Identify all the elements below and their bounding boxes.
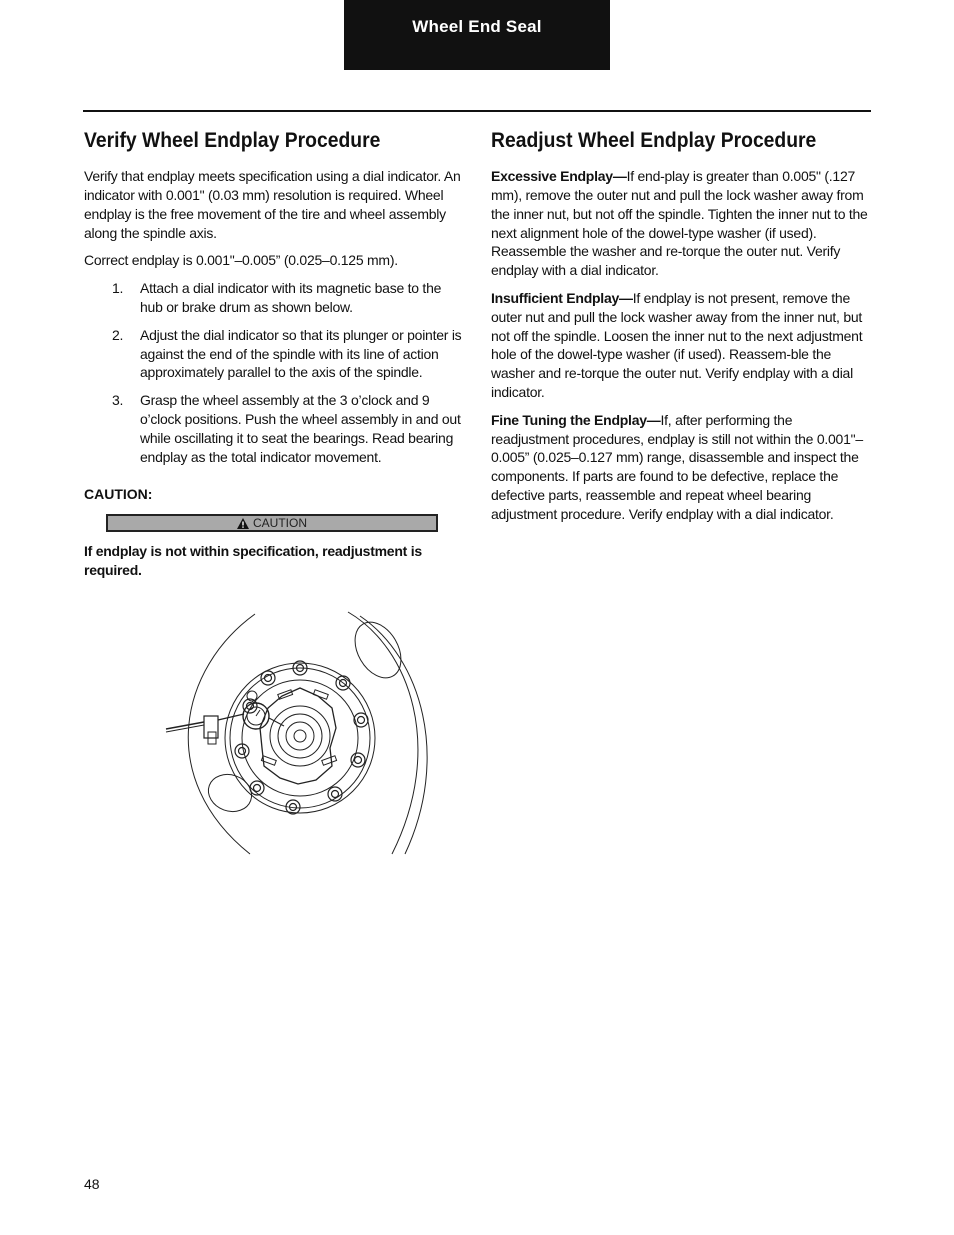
caution-text: If endplay is not within specification, readjustment is required. [84,543,422,579]
verify-intro: Verify that endplay meets specification using a dial indicator. An indicator with 0.001" (0.03 mm) resolution is required. Wheel endplay is the free movement of the tire and wheel assembly along the spindle axis. [84,168,461,241]
section-tab-label: Wheel End Seal [412,17,542,36]
verify-title: Verify Wheel Endplay Procedure [84,129,381,152]
verify-steps [84,279,462,466]
insufficient-endplay-paragraph: Insufficient Endplay—If endplay is not present, remove the outer nut and pull the lock washer away from the inner nut, but not off the spindle. Loosen the inner nut to the next adjustment hole of the dowel-type washer (if used). Reassem-ble the washer and re-torque the outer nut. Verify endplay with a dial indicator. [491,289,863,400]
correct-endplay: Correct endplay is 0.001"–0.005” (0.025–0.125 mm). [84,252,398,269]
step-item: 2. Adjust the dial indicator so that its plunger or pointer is against the end of the spindle with its line of action approximately parallel to the axis of the spindle. [112,326,462,381]
caution-banner-label: CAUTION [253,516,307,531]
step-item: 3. Grasp the wheel assembly at the 3 o’clock and 9 o’clock positions. Push the wheel assembly in and out while oscillating it to seat the bearings. Read bearing endplay as the total indicator movement. [112,392,461,465]
dial-indicator-illustration [160,608,450,858]
caution-heading: CAUTION: [84,486,153,503]
readjust-title: Readjust Wheel Endplay Procedure [491,129,817,152]
section-tab [344,0,610,70]
caution-banner [106,514,438,532]
right-column [491,128,873,533]
warning-icon [237,518,249,529]
page-number: 48 [84,1176,100,1192]
fine-tuning-paragraph: Fine Tuning the Endplay—If, after performing the readjustment procedures, endplay is still not within the 0.001"–0.005” (0.025–0.127 mm) range, disassemble and inspect the components. If parts are found to be defective, replace the defective parts, reassemble and repeat wheel bearing adjustment procedure. Verify endplay with a dial indicator. [491,411,863,522]
step-item: 1. Attach a dial indicator with its magnetic base to the hub or brake drum as shown below. [112,280,442,315]
left-column [84,128,462,589]
excessive-endplay-paragraph: Excessive Endplay—If end-play is greater than 0.005" (.127 mm), remove the outer nut and pull the lock washer away from the inner nut, but not off the spindle. Tighten the inner nut to the next alignment hole of the dowel-type washer (if used). Reassemble the washer and re-torque the outer nut. Verify endplay with a dial indicator. [491,168,868,279]
header-rule [83,110,871,112]
